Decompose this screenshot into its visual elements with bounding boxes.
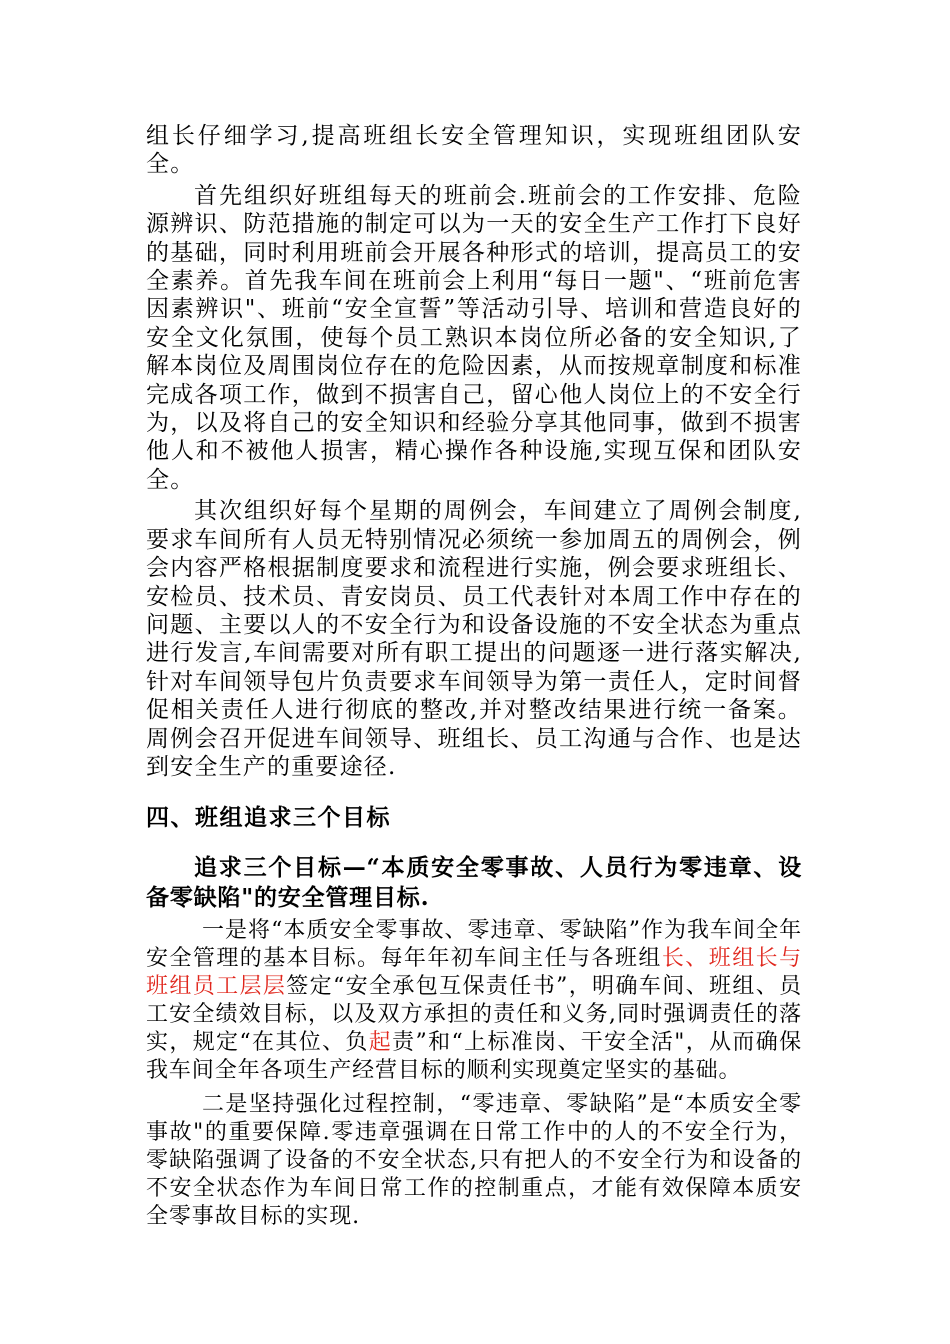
document-page <box>146 122 802 1231</box>
paragraph-weekly-meeting: 其次组织好每个星期的周例会，车间建立了周例会制度,要求车间所有人员无特别情况必须统一参加周五的周例会，例会内容严格根据制度要求和流程进行实施，例会要求班组长、安检员、技术员、青安岗员、员工代表针对本周工作中存在的问题、主要以人的不安全行为和设备设施的不安全状态为重点进行发言,车间需要对所有职工提出的问题逐一进行落实解决,针对车间领导包片负责要求车间领导为第一责任人，定时间督促相关责任人进行彻底的整改,并对整改结果进行统一备案。周例会召开促进车间领导、班组长、员工沟通与合作、也是达到安全生产的重要途径. <box>146 498 802 780</box>
paragraph-pre-shift-meeting: 首先组织好班组每天的班前会.班前会的工作安排、危险源辨识、防范措施的制定可以为一天的安全生产工作打下良好的基础，同时利用班前会开展各种形式的培训，提高员工的安全素养。首先我车间在班前会上利用“每日一题"、“班前危害因素辨识"、班前“安全宣誓”等活动引导、培训和营造良好的安全文化氛围，使每个员工熟识本岗位所必备的安全知识,了解本岗位及周围岗位存在的危险因素，从而按规章制度和标准完成各项工作，做到不损害自己，留心他人岗位上的不安全行为，以及将自己的安全知识和经验分享其他同事，做到不损害他人和不被他人损害，精心操作各种设施,实现互保和团队安全。 <box>146 182 802 493</box>
goal-subheading: 追求三个目标—“本质安全零事故、人员行为零违章、设备零缺陷"的安全管理目标. <box>146 854 802 912</box>
goal-one-highlight-2: 起 <box>368 1030 393 1056</box>
paragraph-goal-one <box>146 917 802 1085</box>
goal-one-text-c: 责”和“上标准岗、干安全活"，从而确保我车间全年各项生产经营目标的顺利实现奠定坚实的基础。 <box>146 1030 803 1084</box>
paragraph-goal-two: 二是坚持强化过程控制，“零违章、零缺陷”是“本质安全零事故"的重要保障.零违章强调在日常工作中的人的不安全行为，零缺陷强调了设备的不安全状态,只有把人的不安全行为和设备的不安全状态作为车间日常工作的控制重点，才能有效保障本质安全零事故目标的实现. <box>146 1092 802 1230</box>
goal-one-text-b: 签定“安全承包互保责任书”，明确车间、班组、员工安全绩效目标，以及双方承担的责任和义务,同时强调责任的落实，规定“在其位、负 <box>146 974 802 1056</box>
section-heading: 四、班组追求三个目标 <box>146 805 391 832</box>
goal-one-text-a: 一是将“本质安全零事故、零违章、零缺陷”作为我车间全年安全管理的基本目标。每年年初车间主任与各班组 <box>146 918 802 972</box>
goal-one-highlight-1: 长、班组长与班组员工层层 <box>146 946 802 1000</box>
paragraph-continuation: 组长仔细学习,提高班组长安全管理知识，实现班组团队安全。 <box>146 123 802 178</box>
